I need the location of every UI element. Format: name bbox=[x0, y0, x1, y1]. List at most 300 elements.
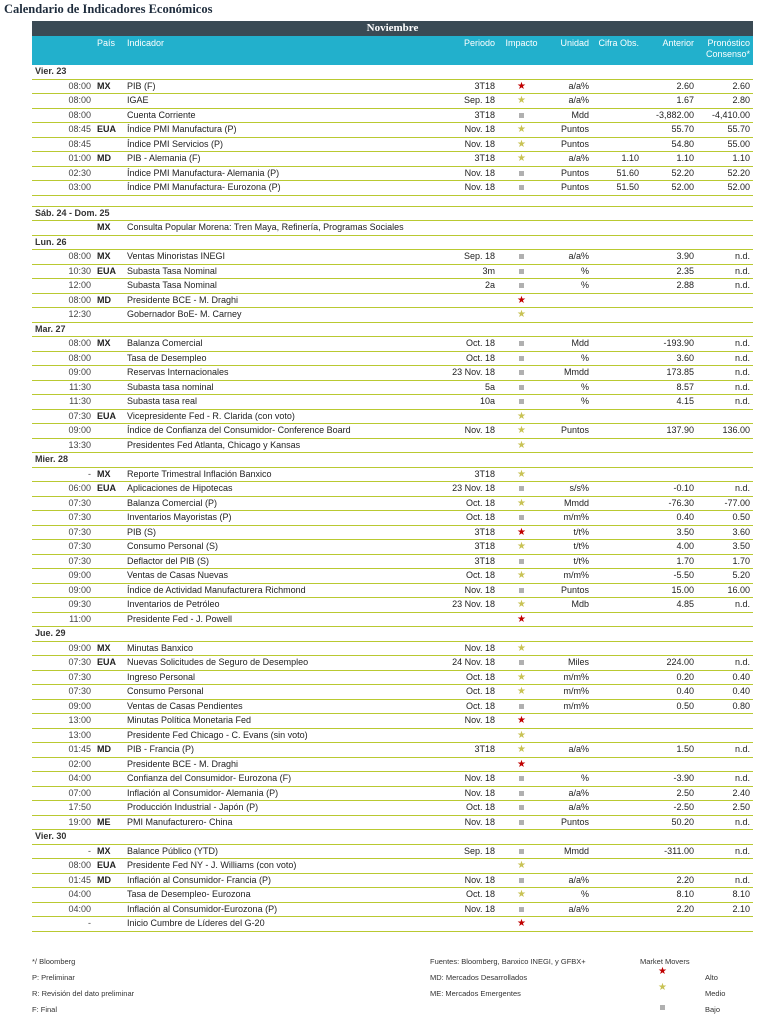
cell-unidad: a/a% bbox=[545, 902, 592, 917]
cell-indicador: Inventarios de Petróleo bbox=[124, 598, 438, 613]
cell-cifra-obs bbox=[592, 641, 642, 656]
cell-periodo: 3T18 bbox=[438, 525, 498, 540]
cell-impacto bbox=[498, 293, 545, 308]
cell-hora: 07:30 bbox=[32, 685, 94, 700]
red-star-icon: ★ bbox=[517, 918, 526, 929]
note-bloomberg: */ Bloomberg bbox=[32, 957, 76, 966]
table-row bbox=[32, 279, 753, 294]
cell-anterior: 1.50 bbox=[642, 743, 697, 758]
table-row bbox=[32, 902, 753, 917]
cell-hora: 12:00 bbox=[32, 279, 94, 294]
cell-periodo: Nov. 18 bbox=[438, 772, 498, 787]
cell-indicador: Inflación al Consumidor- Alemania (P) bbox=[124, 786, 438, 801]
day-label: Mier. 28 bbox=[32, 453, 753, 468]
cell-impacto bbox=[498, 366, 545, 381]
cell-periodo: 3T18 bbox=[438, 743, 498, 758]
cell-periodo: Nov. 18 bbox=[438, 166, 498, 181]
cell-cifra-obs bbox=[592, 351, 642, 366]
cell-indicador: PIB - Francia (P) bbox=[124, 743, 438, 758]
day-header-row bbox=[32, 453, 753, 468]
cell-periodo: Nov. 18 bbox=[438, 583, 498, 598]
cell-pais: MX bbox=[94, 844, 124, 859]
cell-pronostico bbox=[697, 917, 753, 932]
legend-alto: Alto bbox=[705, 973, 718, 982]
cell-periodo: Nov. 18 bbox=[438, 815, 498, 830]
sources-note: Fuentes: Bloomberg, Banxico INEGI, y GFBX+ bbox=[430, 957, 586, 966]
day-header-row bbox=[32, 322, 753, 337]
cell-cifra-obs bbox=[592, 786, 642, 801]
cell-anterior: -0.10 bbox=[642, 482, 697, 497]
cell-indicador: PIB - Alemania (F) bbox=[124, 152, 438, 167]
cell-pais: MD bbox=[94, 873, 124, 888]
table-row bbox=[32, 221, 753, 236]
cell-anterior: 137.90 bbox=[642, 424, 697, 439]
cell-unidad bbox=[545, 612, 592, 627]
cell-unidad: Mmdd bbox=[545, 844, 592, 859]
cell-periodo: Nov. 18 bbox=[438, 181, 498, 196]
cell-pronostico: 55.00 bbox=[697, 137, 753, 152]
cell-pais bbox=[94, 351, 124, 366]
cell-unidad: a/a% bbox=[545, 786, 592, 801]
table-row bbox=[32, 670, 753, 685]
cell-pais bbox=[94, 137, 124, 152]
cell-cifra-obs bbox=[592, 308, 642, 323]
cell-cifra-obs bbox=[592, 801, 642, 816]
cell-unidad: Mdd bbox=[545, 337, 592, 352]
cell-pais bbox=[94, 670, 124, 685]
cell-impacto bbox=[498, 844, 545, 859]
cell-hora: 19:00 bbox=[32, 815, 94, 830]
cell-impacto bbox=[498, 569, 545, 584]
cell-indicador: Presidente Fed Chicago - C. Evans (sin voto) bbox=[124, 728, 438, 743]
cell-pais: MX bbox=[94, 221, 124, 236]
cell-cifra-obs bbox=[592, 844, 642, 859]
cell-unidad: a/a% bbox=[545, 743, 592, 758]
cell-indicador: Presidente Fed NY - J. Williams (con voto) bbox=[124, 859, 438, 874]
cell-impacto bbox=[498, 250, 545, 265]
gray-square-icon bbox=[519, 805, 524, 810]
cell-impacto bbox=[498, 264, 545, 279]
table-row bbox=[32, 337, 753, 352]
cell-pronostico bbox=[697, 612, 753, 627]
cell-anterior: 2.35 bbox=[642, 264, 697, 279]
table-row bbox=[32, 554, 753, 569]
cell-indicador: Tasa de Desempleo- Eurozona bbox=[124, 888, 438, 903]
gray-square-icon bbox=[519, 820, 524, 825]
cell-unidad bbox=[545, 409, 592, 424]
cell-cifra-obs bbox=[592, 859, 642, 874]
cell-impacto bbox=[498, 554, 545, 569]
cell-hora: 09:00 bbox=[32, 583, 94, 598]
cell-pais bbox=[94, 496, 124, 511]
cell-impacto bbox=[498, 728, 545, 743]
cell-cifra-obs bbox=[592, 366, 642, 381]
cell-indicador: Presidente BCE - M. Draghi bbox=[124, 293, 438, 308]
cell-anterior: 2.88 bbox=[642, 279, 697, 294]
cell-hora: - bbox=[32, 467, 94, 482]
cell-periodo: 3T18 bbox=[438, 467, 498, 482]
cell-anterior: 173.85 bbox=[642, 366, 697, 381]
cell-hora: 07:30 bbox=[32, 656, 94, 671]
cell-anterior bbox=[642, 308, 697, 323]
cell-unidad: Puntos bbox=[545, 166, 592, 181]
cell-periodo bbox=[438, 308, 498, 323]
red-star-icon: ★ bbox=[517, 758, 526, 770]
cell-cifra-obs bbox=[592, 108, 642, 123]
day-label: Jue. 29 bbox=[32, 627, 753, 642]
cell-unidad: t/t% bbox=[545, 554, 592, 569]
cell-periodo: Oct. 18 bbox=[438, 801, 498, 816]
cell-impacto bbox=[498, 540, 545, 555]
cell-unidad: t/t% bbox=[545, 540, 592, 555]
cell-pronostico: 16.00 bbox=[697, 583, 753, 598]
spacer-cell bbox=[32, 195, 753, 206]
gray-square-icon bbox=[519, 486, 524, 491]
gray-square-icon bbox=[519, 385, 524, 390]
cell-indicador: Índice PMI Servicios (P) bbox=[124, 137, 438, 152]
cell-periodo bbox=[438, 612, 498, 627]
legend-bajo: Bajo bbox=[705, 1005, 721, 1014]
cell-anterior: -2.50 bbox=[642, 801, 697, 816]
cell-anterior bbox=[642, 757, 697, 772]
gray-square-icon bbox=[519, 559, 524, 564]
cell-pais bbox=[94, 554, 124, 569]
note-preliminar: P: Preliminar bbox=[32, 973, 75, 982]
cell-cifra-obs bbox=[592, 670, 642, 685]
cell-pronostico: n.d. bbox=[697, 815, 753, 830]
md-note: MD: Mercados Desarrollados bbox=[430, 973, 528, 982]
cell-hora: 08:00 bbox=[32, 250, 94, 265]
cell-periodo bbox=[438, 293, 498, 308]
cell-impacto bbox=[498, 279, 545, 294]
table-row bbox=[32, 438, 753, 453]
table-row bbox=[32, 569, 753, 584]
cell-unidad bbox=[545, 308, 592, 323]
cell-indicador: PIB (S) bbox=[124, 525, 438, 540]
cell-unidad: s/s% bbox=[545, 482, 592, 497]
cell-cifra-obs bbox=[592, 337, 642, 352]
table-row bbox=[32, 366, 753, 381]
cell-pais: EUA bbox=[94, 409, 124, 424]
cell-anterior: 8.10 bbox=[642, 888, 697, 903]
yellow-star-icon: ★ bbox=[517, 599, 526, 610]
cell-unidad: Puntos bbox=[545, 583, 592, 598]
cell-anterior: 1.10 bbox=[642, 152, 697, 167]
table-row bbox=[32, 166, 753, 181]
gray-square-icon bbox=[519, 704, 524, 709]
cell-anterior: -3,882.00 bbox=[642, 108, 697, 123]
table-row bbox=[32, 511, 753, 526]
yellow-star-icon: ★ bbox=[517, 153, 526, 164]
cell-hora: 03:00 bbox=[32, 181, 94, 196]
cell-indicador: Índice PMI Manufactura- Eurozona (P) bbox=[124, 181, 438, 196]
table-row bbox=[32, 888, 753, 903]
gray-square-icon bbox=[519, 399, 524, 404]
cell-unidad: a/a% bbox=[545, 250, 592, 265]
table-row bbox=[32, 525, 753, 540]
cell-anterior bbox=[642, 438, 697, 453]
cell-hora: 06:00 bbox=[32, 482, 94, 497]
cell-unidad: % bbox=[545, 772, 592, 787]
cell-pronostico: 0.40 bbox=[697, 670, 753, 685]
cell-indicador: Cuenta Corriente bbox=[124, 108, 438, 123]
cell-unidad bbox=[545, 728, 592, 743]
cell-pais bbox=[94, 94, 124, 109]
cell-impacto bbox=[498, 166, 545, 181]
cell-pronostico: 1.70 bbox=[697, 554, 753, 569]
cell-anterior: 3.60 bbox=[642, 351, 697, 366]
cell-indicador: Reservas Internacionales bbox=[124, 366, 438, 381]
cell-anterior: 50.20 bbox=[642, 815, 697, 830]
cell-hora: 07:30 bbox=[32, 511, 94, 526]
cell-periodo: Sep. 18 bbox=[438, 844, 498, 859]
cell-periodo: 3T18 bbox=[438, 79, 498, 94]
cell-unidad: % bbox=[545, 395, 592, 410]
cell-indicador: Presidentes Fed Atlanta, Chicago y Kansas bbox=[124, 438, 438, 453]
cell-pronostico: 3.60 bbox=[697, 525, 753, 540]
cell-cifra-obs bbox=[592, 409, 642, 424]
cell-pais: MX bbox=[94, 250, 124, 265]
yellow-star-icon: ★ bbox=[517, 309, 526, 320]
cell-periodo: 23 Nov. 18 bbox=[438, 366, 498, 381]
cell-indicador: Inicio Cumbre de Líderes del G-20 bbox=[124, 917, 438, 932]
cell-anterior: 3.90 bbox=[642, 250, 697, 265]
table-row bbox=[32, 873, 753, 888]
cell-pais bbox=[94, 699, 124, 714]
day-label: Lun. 26 bbox=[32, 235, 753, 250]
cell-anterior bbox=[642, 917, 697, 932]
cell-impacto bbox=[498, 801, 545, 816]
cell-impacto bbox=[498, 917, 545, 932]
cell-impacto bbox=[498, 496, 545, 511]
cell-pronostico: n.d. bbox=[697, 366, 753, 381]
table-header bbox=[32, 36, 753, 65]
table-row bbox=[32, 380, 753, 395]
cell-unidad: Mdd bbox=[545, 108, 592, 123]
cell-periodo: 24 Nov. 18 bbox=[438, 656, 498, 671]
cell-pronostico: 52.20 bbox=[697, 166, 753, 181]
me-note: ME: Mercados Emergentes bbox=[430, 989, 521, 998]
cell-impacto bbox=[498, 525, 545, 540]
cell-pais: EUA bbox=[94, 656, 124, 671]
table-row bbox=[32, 728, 753, 743]
cell-anterior bbox=[642, 859, 697, 874]
cell-periodo bbox=[438, 859, 498, 874]
cell-hora: 09:00 bbox=[32, 366, 94, 381]
cell-impacto bbox=[498, 656, 545, 671]
gray-square-icon bbox=[519, 254, 524, 259]
cell-hora: - bbox=[32, 844, 94, 859]
cell-pais bbox=[94, 540, 124, 555]
cell-pais bbox=[94, 612, 124, 627]
cell-anterior: 224.00 bbox=[642, 656, 697, 671]
cell-unidad: % bbox=[545, 888, 592, 903]
yellow-star-icon: ★ bbox=[517, 124, 526, 135]
cell-unidad: Mmdd bbox=[545, 496, 592, 511]
cell-periodo: Nov. 18 bbox=[438, 786, 498, 801]
cell-pronostico bbox=[697, 728, 753, 743]
note-final: F: Final bbox=[32, 1005, 58, 1014]
cell-pronostico bbox=[697, 221, 753, 236]
day-header-row bbox=[32, 235, 753, 250]
col-hora bbox=[32, 36, 94, 65]
cell-pronostico: n.d. bbox=[697, 395, 753, 410]
table-row bbox=[32, 79, 753, 94]
cell-hora: 08:00 bbox=[32, 351, 94, 366]
cell-hora: - bbox=[32, 917, 94, 932]
cell-hora: 02:30 bbox=[32, 166, 94, 181]
cell-periodo bbox=[438, 757, 498, 772]
cell-hora: 17:50 bbox=[32, 801, 94, 816]
yellow-star-icon: ★ bbox=[517, 570, 526, 581]
table-row bbox=[32, 152, 753, 167]
cell-anterior bbox=[642, 714, 697, 729]
gray-square-icon bbox=[519, 171, 524, 176]
cell-periodo: Oct. 18 bbox=[438, 569, 498, 584]
cell-unidad: % bbox=[545, 351, 592, 366]
cell-pronostico: 1.10 bbox=[697, 152, 753, 167]
cell-pais bbox=[94, 395, 124, 410]
col-indicador: Indicador bbox=[124, 36, 438, 65]
table-row bbox=[32, 540, 753, 555]
cell-indicador: Gobernador BoE- M. Carney bbox=[124, 308, 438, 323]
cell-impacto bbox=[498, 670, 545, 685]
cell-pronostico bbox=[697, 714, 753, 729]
cell-pais: ME bbox=[94, 815, 124, 830]
cell-anterior: 2.60 bbox=[642, 79, 697, 94]
cell-periodo: 3T18 bbox=[438, 152, 498, 167]
cell-pais bbox=[94, 786, 124, 801]
cell-pronostico: 2.40 bbox=[697, 786, 753, 801]
cell-periodo: Sep. 18 bbox=[438, 94, 498, 109]
table-row bbox=[32, 264, 753, 279]
cell-indicador: Presidente BCE - M. Draghi bbox=[124, 757, 438, 772]
cell-impacto bbox=[498, 337, 545, 352]
table-row bbox=[32, 815, 753, 830]
table-row bbox=[32, 181, 753, 196]
cell-impacto bbox=[498, 137, 545, 152]
cell-pronostico: n.d. bbox=[697, 250, 753, 265]
cell-pais: MX bbox=[94, 467, 124, 482]
cell-impacto bbox=[498, 380, 545, 395]
cell-unidad: a/a% bbox=[545, 801, 592, 816]
gray-square-icon bbox=[519, 269, 524, 274]
cell-hora: 07:30 bbox=[32, 496, 94, 511]
cell-unidad: % bbox=[545, 264, 592, 279]
cell-indicador: Deflactor del PIB (S) bbox=[124, 554, 438, 569]
cell-pronostico: n.d. bbox=[697, 351, 753, 366]
cell-unidad: % bbox=[545, 279, 592, 294]
cell-pais: MX bbox=[94, 337, 124, 352]
cell-pronostico bbox=[697, 467, 753, 482]
table-row bbox=[32, 395, 753, 410]
cell-indicador: Balance Público (YTD) bbox=[124, 844, 438, 859]
table-row bbox=[32, 859, 753, 874]
cell-periodo: Oct. 18 bbox=[438, 337, 498, 352]
cell-hora: 07:30 bbox=[32, 670, 94, 685]
gray-square-icon bbox=[519, 113, 524, 118]
cell-cifra-obs bbox=[592, 511, 642, 526]
cell-impacto bbox=[498, 612, 545, 627]
cell-hora: 09:00 bbox=[32, 641, 94, 656]
cell-impacto bbox=[498, 123, 545, 138]
cell-indicador: Subasta Tasa Nominal bbox=[124, 264, 438, 279]
cell-anterior: 0.50 bbox=[642, 699, 697, 714]
table-row bbox=[32, 351, 753, 366]
cell-impacto bbox=[498, 108, 545, 123]
cell-pronostico: n.d. bbox=[697, 743, 753, 758]
red-star-icon: ★ bbox=[517, 80, 526, 92]
cell-unidad: m/m% bbox=[545, 699, 592, 714]
cell-impacto bbox=[498, 424, 545, 439]
table-row bbox=[32, 137, 753, 152]
cell-unidad: Mdb bbox=[545, 598, 592, 613]
cell-pronostico: n.d. bbox=[697, 772, 753, 787]
cell-impacto bbox=[498, 79, 545, 94]
cell-impacto bbox=[498, 598, 545, 613]
cell-cifra-obs bbox=[592, 94, 642, 109]
cell-indicador: Índice PMI Manufactura- Alemania (P) bbox=[124, 166, 438, 181]
cell-cifra-obs bbox=[592, 583, 642, 598]
cell-indicador: Subasta Tasa Nominal bbox=[124, 279, 438, 294]
cell-unidad: a/a% bbox=[545, 79, 592, 94]
cell-periodo bbox=[438, 221, 498, 236]
cell-cifra-obs bbox=[592, 815, 642, 830]
cell-pais: MD bbox=[94, 293, 124, 308]
cell-hora: 04:00 bbox=[32, 902, 94, 917]
cell-hora: 13:00 bbox=[32, 728, 94, 743]
col-anterior: Anterior bbox=[642, 36, 697, 65]
cell-pais bbox=[94, 308, 124, 323]
cell-pais bbox=[94, 583, 124, 598]
cell-periodo: Nov. 18 bbox=[438, 641, 498, 656]
market-movers-title: Market Movers bbox=[640, 957, 690, 966]
cell-impacto bbox=[498, 438, 545, 453]
cell-anterior bbox=[642, 467, 697, 482]
table-row bbox=[32, 656, 753, 671]
cell-cifra-obs bbox=[592, 728, 642, 743]
cell-hora: 11:00 bbox=[32, 612, 94, 627]
cell-hora: 09:00 bbox=[32, 699, 94, 714]
cell-unidad bbox=[545, 757, 592, 772]
red-star-icon: ★ bbox=[658, 966, 667, 977]
table-row bbox=[32, 598, 753, 613]
cell-anterior: 52.20 bbox=[642, 166, 697, 181]
cell-pronostico: -77.00 bbox=[697, 496, 753, 511]
table-row bbox=[32, 757, 753, 772]
cell-impacto bbox=[498, 583, 545, 598]
day-header-row bbox=[32, 206, 753, 221]
yellow-star-icon: ★ bbox=[517, 860, 526, 871]
cell-anterior bbox=[642, 612, 697, 627]
red-star-icon: ★ bbox=[517, 715, 526, 726]
cell-anterior: -3.90 bbox=[642, 772, 697, 787]
gray-square-icon bbox=[660, 999, 665, 1017]
cell-pais: EUA bbox=[94, 264, 124, 279]
cell-anterior: -193.90 bbox=[642, 337, 697, 352]
gray-square-icon bbox=[519, 356, 524, 361]
yellow-star-icon: ★ bbox=[517, 642, 526, 654]
cell-pronostico: n.d. bbox=[697, 264, 753, 279]
cell-unidad bbox=[545, 293, 592, 308]
red-star-icon: ★ bbox=[517, 613, 526, 625]
day-label: Vier. 23 bbox=[32, 65, 753, 79]
cell-pais: EUA bbox=[94, 123, 124, 138]
cell-pronostico: 0.40 bbox=[697, 685, 753, 700]
cell-periodo: Nov. 18 bbox=[438, 714, 498, 729]
cell-anterior bbox=[642, 293, 697, 308]
cell-indicador: Subasta tasa nominal bbox=[124, 380, 438, 395]
